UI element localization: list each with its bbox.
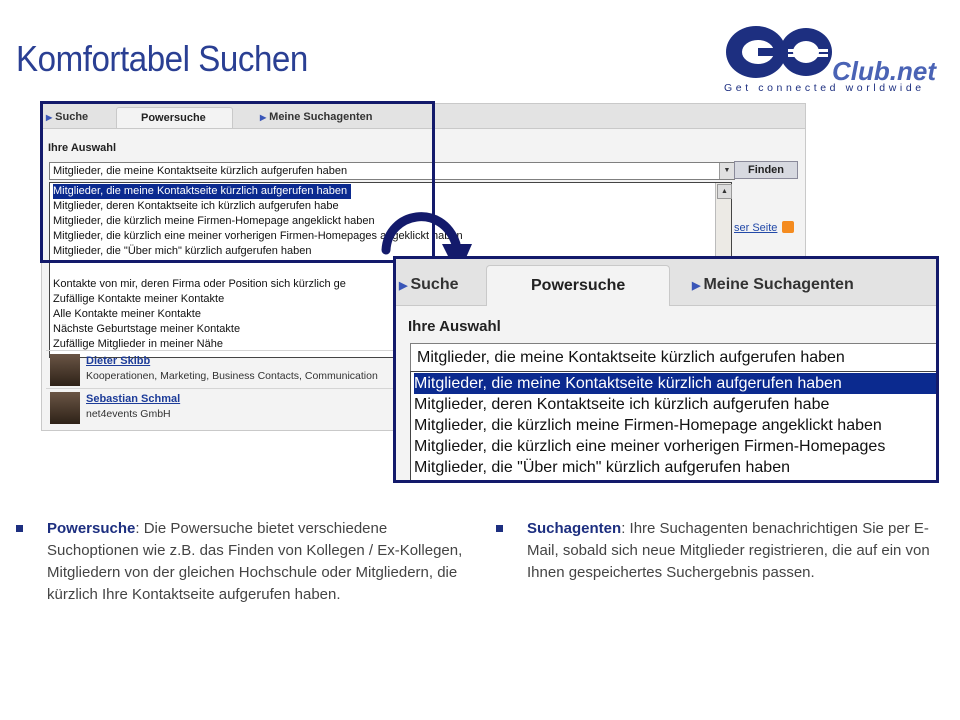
find-button[interactable]: Finden bbox=[734, 161, 798, 179]
option-item[interactable]: Mitglieder, die kürzlich eine meiner vorherigen Firmen-Homepages bbox=[414, 438, 886, 455]
tab-arrow-icon: ▶ bbox=[260, 113, 267, 122]
bullet-term: Suchagenten bbox=[527, 520, 622, 537]
avatar[interactable] bbox=[50, 392, 80, 424]
member-row bbox=[46, 388, 401, 427]
tab-meine-suchagenten[interactable]: ▶ Meine Suchagenten bbox=[260, 111, 373, 123]
page-link[interactable]: ser Seite bbox=[734, 222, 778, 234]
option-item[interactable]: Mitglieder, die meine Kontaktseite kürzlich aufgerufen haben bbox=[414, 373, 939, 394]
tab-powersuche[interactable]: Powersuche bbox=[116, 107, 233, 128]
bullet-body: : Ihre Suchagenten benachrichtigen Sie per E-Mail, sobald sich neue Mitglieder registrieren, die auf ein von Ihnen gespeichertes Suchergebnis passen. bbox=[527, 520, 930, 581]
search-select[interactable]: Mitglieder, die meine Kontaktseite kürzlich aufgerufen haben bbox=[410, 343, 939, 372]
avatar[interactable] bbox=[50, 354, 80, 386]
option-item[interactable]: Mitglieder, die meine Kontaktseite kürzlich aufgerufen haben bbox=[53, 184, 351, 199]
tab-arrow-icon: ▶ bbox=[399, 280, 408, 292]
tab-suche[interactable]: ▶ Suche bbox=[399, 276, 459, 293]
tab-suche[interactable]: ▶ Suche bbox=[46, 111, 89, 123]
member-subtitle: net4events GmbH bbox=[86, 408, 171, 420]
bullet-term: Powersuche bbox=[47, 520, 136, 537]
member-name[interactable]: Dieter Skibb bbox=[86, 355, 151, 367]
option-item[interactable]: Mitglieder, deren Kontaktseite ich kürzlich aufgerufen habe bbox=[53, 200, 339, 212]
option-item[interactable]: Mitglieder, die kürzlich meine Firmen-Homepage angeklickt haben bbox=[53, 215, 375, 227]
bullet-suchagenten bbox=[496, 518, 948, 584]
logo-tagline: Get connected worldwide bbox=[724, 82, 925, 94]
option-item[interactable]: Alle Kontakte meiner Kontakte bbox=[53, 308, 201, 320]
option-item[interactable]: Mitglieder, deren Kontaktseite ich kürzlich aufgerufen habe bbox=[414, 396, 830, 413]
tab-arrow-icon: ▶ bbox=[46, 113, 53, 122]
rss-icon[interactable] bbox=[782, 221, 794, 233]
tab-meine-suchagenten[interactable]: ▶ Meine Suchagenten bbox=[692, 276, 854, 293]
option-item[interactable]: Kontakte von mir, deren Firma oder Position sich kürzlich ge bbox=[53, 278, 346, 290]
member-name[interactable]: Sebastian Schmal bbox=[86, 393, 181, 405]
option-item[interactable]: Mitglieder, die kürzlich meine Firmen-Homepage angeklickt haben bbox=[414, 417, 882, 434]
bullet-icon bbox=[496, 525, 503, 532]
option-item[interactable]: Nächste Geburtstage meiner Kontakte bbox=[53, 323, 241, 335]
section-label: Ihre Auswahl bbox=[408, 318, 501, 335]
page-title: Komfortabel Suchen bbox=[16, 38, 308, 79]
option-item[interactable]: Mitglieder, die "Über mich" kürzlich aufgerufen haben bbox=[414, 459, 790, 476]
search-options-list[interactable] bbox=[410, 371, 939, 483]
chevron-down-icon[interactable]: ▼ bbox=[719, 163, 734, 179]
member-subtitle: Kooperationen, Marketing, Business Contacts, Communication bbox=[86, 370, 378, 382]
tab-powersuche[interactable]: Powersuche bbox=[486, 265, 670, 306]
bullet-icon bbox=[16, 525, 23, 532]
option-item[interactable]: Mitglieder, die "Über mich" kürzlich aufgerufen haben bbox=[53, 245, 312, 257]
option-item[interactable]: Zufällige Kontakte meiner Kontakte bbox=[53, 293, 225, 305]
member-row bbox=[46, 350, 401, 389]
option-item[interactable]: Mitglieder, die kürzlich eine meiner vorherigen Firmen-Homepages angeklickt haben bbox=[53, 230, 463, 242]
tab-bar bbox=[396, 259, 936, 306]
section-label: Ihre Auswahl bbox=[48, 142, 117, 154]
bullet-powersuche bbox=[16, 518, 464, 606]
bullet-body: : Die Powersuche bietet verschiedene Suchoptionen wie z.B. das Finden von Kollegen / Ex-Kollegen, Mitgliedern von der gleichen Hochschule oder Mitgliedern, die kürzlich Ihre Kontaktseite aufgerufen haben. bbox=[47, 520, 463, 603]
scroll-up-icon[interactable]: ▲ bbox=[717, 184, 732, 199]
zoomed-view bbox=[393, 256, 939, 483]
logo-wordmark: Club.net bbox=[832, 56, 936, 86]
search-select[interactable]: Mitglieder, die meine Kontaktseite kürzlich aufgerufen haben ▼ bbox=[49, 162, 735, 180]
option-item[interactable]: Zufällige Mitglieder in meiner Nähe bbox=[53, 338, 223, 350]
tab-arrow-icon: ▶ bbox=[692, 280, 701, 292]
